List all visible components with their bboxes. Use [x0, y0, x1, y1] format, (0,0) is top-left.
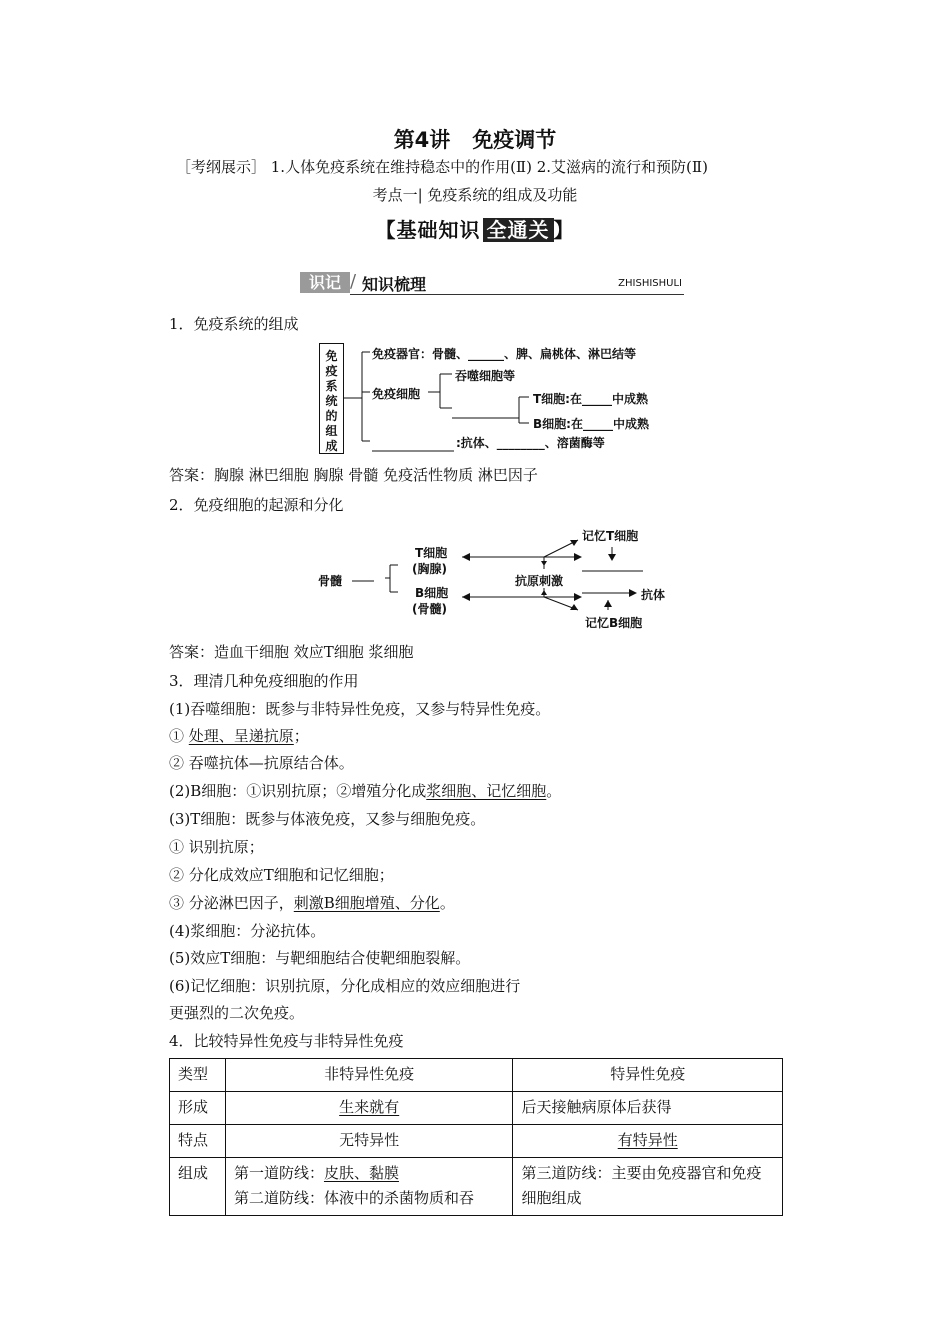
q3-p1: (1)吞噬细胞：既参与非特异性免疫，又参与特异性免疫。 [169, 700, 551, 718]
b-cell-origin-sub: (骨髓) [412, 602, 447, 616]
table-row [170, 1092, 783, 1125]
q3-p3b: ② 分化成效应T细胞和记忆细胞； [169, 866, 394, 884]
table-row [170, 1158, 783, 1216]
section-bar: 识记 / 知识梳理 ZHISHISHULI [300, 270, 684, 296]
section-tag-memorize: 识记 [300, 272, 350, 293]
table-row [170, 1059, 783, 1092]
table-header: 特异性免疫 [513, 1059, 783, 1092]
t-cell-label: T细胞:在_____中成熟 [533, 392, 648, 406]
q2-answer: 答案：造血干细胞 效应T细胞 浆细胞 [169, 643, 414, 661]
active-substances-label: :抗体、________、溶菌酶等 [456, 436, 605, 450]
immune-system-box: 免 疫 系 统 的 组 成 [319, 343, 344, 454]
phagocyte-label: 吞噬细胞等 [455, 369, 516, 383]
q2-heading: 2．免疫细胞的起源和分化 [169, 496, 344, 514]
table-cell: 特点 [170, 1125, 226, 1158]
q3-p1a: ① 处理、呈递抗原； [169, 727, 309, 745]
table-cell: 组成 [170, 1158, 226, 1216]
table-cell: 第一道防线：皮肤、黏膜 第二道防线：体液中的杀菌物质和吞 [225, 1158, 513, 1216]
q3-heading: 3．理清几种免疫细胞的作用 [169, 672, 359, 690]
q3-p6a: (6)记忆细胞：识别抗原，分化成相应的效应细胞进行 [169, 977, 521, 995]
immunity-comparison-table [169, 1058, 783, 1216]
q3-p6b: 更强烈的二次免疫。 [169, 1004, 305, 1022]
table-cell: 形成 [170, 1092, 226, 1125]
lecture-number: 第4讲 [393, 128, 451, 152]
t-cell-origin-sub: (胸腺) [412, 562, 447, 576]
lecture-topic: 免疫调节 [472, 128, 557, 152]
table-header: 非特异性免疫 [225, 1059, 513, 1092]
immune-cells-label: 免疫细胞 [372, 387, 421, 401]
section-tag-knowledge: 知识梳理 [362, 275, 427, 294]
table-cell: 无特异性 [225, 1125, 513, 1158]
kaodian-heading: 考点一| 免疫系统的组成及功能 [372, 186, 578, 204]
q4-heading: 4．比较特异性免疫与非特异性免疫 [169, 1032, 404, 1050]
table-cell: 后天接触病原体后获得 [513, 1092, 783, 1125]
section-pinyin: ZHISHISHULI [618, 278, 682, 289]
q3-p3a: ① 识别抗原； [169, 838, 264, 856]
banner-badge: 全通关 QUANTONGGUAN [483, 218, 554, 242]
table-cell: 第三道防线：主要由免疫器官和免疫细胞组成 [513, 1158, 783, 1216]
marrow-label: 骨髓 [318, 574, 343, 588]
table-cell: 有特异性 [513, 1125, 783, 1158]
table-header: 类型 [170, 1059, 226, 1092]
t-cell-origin: T细胞 [415, 546, 448, 560]
syllabus-outline: ［考纲展示］ 1.人体免疫系统在维持稳态中的作用(Ⅱ) 2.艾滋病的流行和预防(Ⅱ) [176, 158, 708, 176]
table-row [170, 1125, 783, 1158]
b-cell-label: B细胞:在_____中成熟 [533, 417, 649, 431]
q3-p3: (3)T细胞：既参与体液免疫，又参与细胞免疫。 [169, 810, 486, 828]
memory-t-cell-label: 记忆T细胞 [582, 529, 639, 543]
q3-p5: (5)效应T细胞：与靶细胞结合使靶细胞裂解。 [169, 949, 471, 967]
memory-b-cell-label: 记忆B细胞 [585, 616, 643, 630]
q3-p3c: ③ 分泌淋巴因子，刺激B细胞增殖、分化。 [169, 894, 455, 912]
basic-knowledge-banner: 【基础知识 全通关 QUANTONGGUAN 】 [375, 218, 575, 250]
q1-heading: 1．免疫系统的组成 [169, 315, 299, 333]
immune-organs-label: 免疫器官：骨髓、______、脾、扁桃体、淋巴结等 [372, 347, 637, 361]
b-cell-origin: B细胞 [415, 586, 449, 600]
q3-p1b: ② 吞噬抗体—抗原结合体。 [169, 754, 354, 772]
table-cell: 生来就有 [225, 1092, 513, 1125]
antigen-stimulus-label: 抗原刺激 [515, 574, 564, 588]
q3-p2: (2)B细胞：①识别抗原；②增殖分化成浆细胞、记忆细胞。 [169, 782, 562, 800]
q3-p4: (4)浆细胞：分泌抗体。 [169, 922, 326, 940]
antibody-label: 抗体 [641, 588, 666, 602]
q1-answer: 答案：胸腺 淋巴细胞 胸腺 骨髓 免疫活性物质 淋巴因子 [169, 466, 538, 484]
